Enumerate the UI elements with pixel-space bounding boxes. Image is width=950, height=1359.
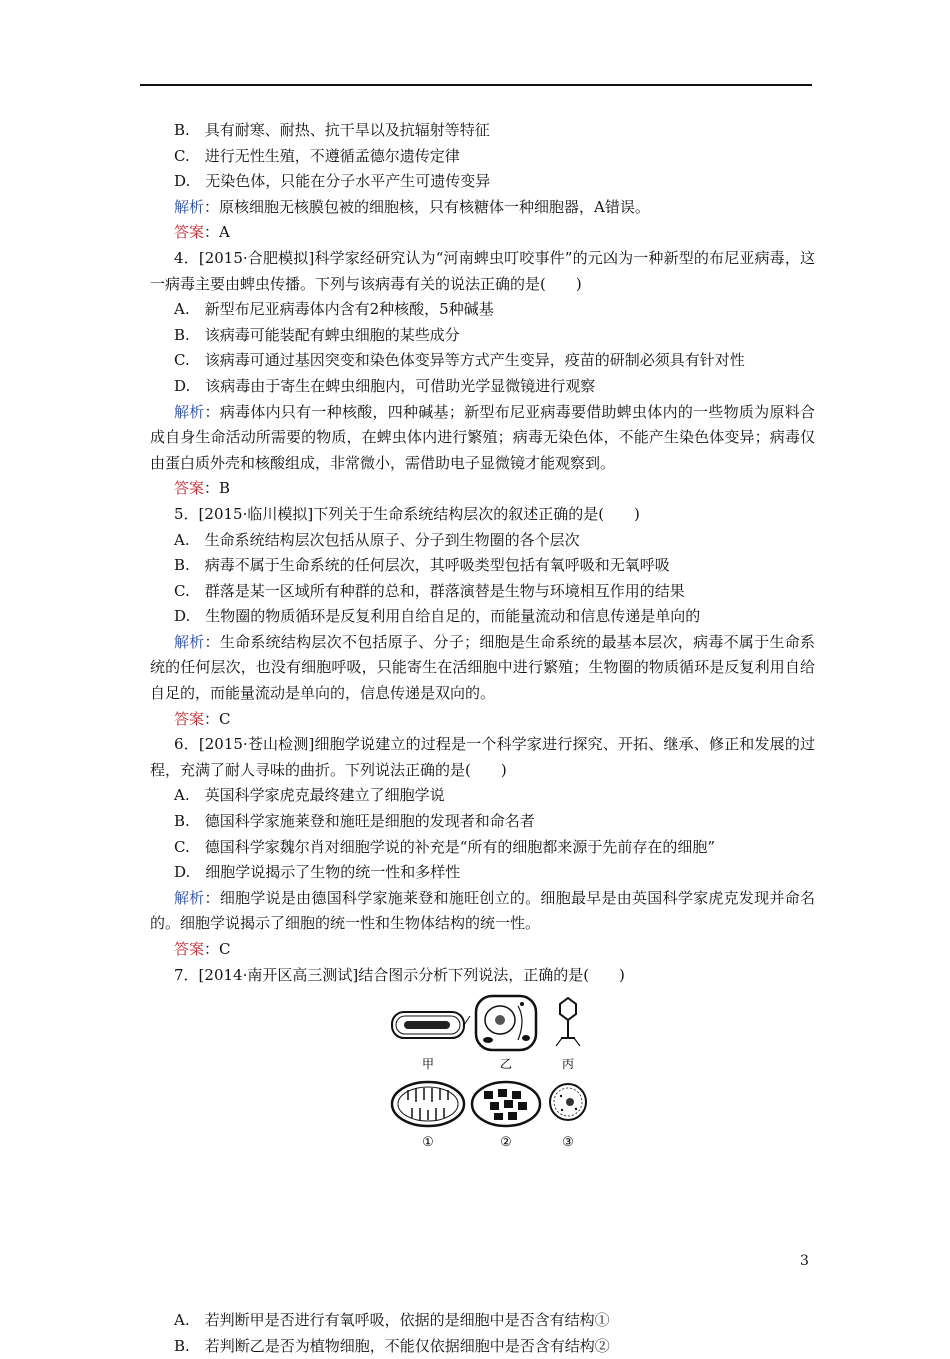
cell-diagram <box>388 994 588 1154</box>
q4-option-d: D. 该病毒由于寄生在蜱虫细胞内，可借助光学显微镜进行观察 <box>174 376 596 395</box>
document-body <box>150 118 815 1359</box>
q6-analysis: 解析：细胞学说是由德国科学家施莱登和施旺创立的。细胞最早是由英国科学家虎克发现并命名的。细胞学说揭示了细胞的统一性和生物体结构的统一性。 <box>150 888 815 933</box>
q3-option-b: B. 具有耐寒、耐热、抗干旱以及抗辐射等特征 <box>174 121 490 139</box>
q4-option-b: B. 该病毒可能装配有蜱虫细胞的某些成分 <box>174 325 460 344</box>
analysis-label: 解析 <box>174 888 205 907</box>
q6-answer: 答案：C <box>174 940 231 958</box>
q5-analysis: 解析：生命系统结构层次不包括原子、分子；细胞是生命系统的最基本层次，病毒不属于生命系统的任何层次，也没有细胞呼吸，只能寄生在活细胞中进行繁殖；生物圈的物质循环是反复利用自给自足的，而能量流动是单向的，信息传递是双向的。 <box>150 632 815 703</box>
q7-stem: 7．[2014·南开区高三测试]结合图示分析下列说法，正确的是( ) <box>174 965 625 984</box>
label-structure-2: ② <box>500 1135 512 1151</box>
q7-option-a: A. 若判断甲是否进行有氧呼吸，依据的是细胞中是否含有结构① <box>174 1311 610 1330</box>
cell-structure-figure <box>150 988 815 1308</box>
chloroplast-structure-2 <box>472 1082 540 1126</box>
page-number: 3 <box>800 1253 809 1269</box>
analysis-label: 解析 <box>174 632 205 651</box>
bacterium-jia <box>392 1012 470 1038</box>
answer-label: 答案 <box>174 940 205 958</box>
q6-option-a: A. 英国科学家虎克最终建立了细胞学说 <box>174 786 445 805</box>
answer-label: 答案 <box>174 709 205 728</box>
q6-option-c: C. 德国科学家魏尔肖对细胞学说的补充是“所有的细胞都来源于先前存在的细胞” <box>174 837 716 856</box>
label-structure-3: ③ <box>562 1135 574 1151</box>
q4-stem: 4．[2015·合肥模拟]科学家经研究认为“河南蜱虫叮咬事件”的元凶为一种新型的布尼亚病毒，这一病毒主要由蜱虫传播。下列与该病毒有关的说法正确的是( ) <box>150 248 815 293</box>
q5-option-d: D. 生物圈的物质循环是反复利用自给自足的，而能量流动和信息传递是单向的 <box>174 607 701 626</box>
q5-option-c: C. 群落是某一区域所有种群的总和，群落演替是生物与环境相互作用的结果 <box>174 581 685 600</box>
mitochondrion-structure-1 <box>392 1082 464 1126</box>
header-rule <box>140 84 812 86</box>
analysis-label: 解析 <box>174 402 205 421</box>
plant-cell-yi <box>476 996 536 1050</box>
answer-label: 答案 <box>174 479 205 498</box>
q3-option-d: D. 无染色体，只能在分子水平产生可遗传变异 <box>174 172 491 191</box>
nucleus-structure-3 <box>550 1084 586 1120</box>
q5-stem: 5．[2015·临川模拟]下列关于生命系统结构层次的叙述正确的是( ) <box>174 504 640 523</box>
q4-answer: 答案：B <box>174 479 231 498</box>
q7-option-b: B. 若判断乙是否为植物细胞，不能仅依据细胞中是否含有结构② <box>174 1336 610 1355</box>
q5-option-a: A. 生命系统结构层次包括从原子、分子到生物圈的各个层次 <box>174 530 580 549</box>
q6-option-d: D. 细胞学说揭示了生物的统一性和多样性 <box>174 863 461 882</box>
phage-bing <box>556 998 580 1046</box>
q4-option-a: A. 新型布尼亚病毒体内含有2种核酸，5种碱基 <box>174 300 494 319</box>
q3-option-c: C. 进行无性生殖，不遵循孟德尔遗传定律 <box>174 146 460 165</box>
q5-option-b: B. 病毒不属于生命系统的任何层次，其呼吸类型包括有氧呼吸和无氧呼吸 <box>174 556 670 575</box>
label-jia: 甲 <box>421 1057 435 1072</box>
answer-label: 答案 <box>174 223 205 242</box>
q6-option-b: B. 德国科学家施莱登和施旺是细胞的发现者和命名者 <box>174 812 535 831</box>
q4-analysis: 解析：病毒体内只有一种核酸，四种碱基；新型布尼亚病毒要借助蜱虫体内的一些物质为原料合成自身生命活动所需要的物质，在蜱虫体内进行繁殖；病毒无染色体，不能产生染色体变异；病毒仅由蛋白质外壳和核酸组成，非常微小，需借助电子显微镜才能观察到。 <box>150 402 815 472</box>
label-yi: 乙 <box>499 1057 513 1072</box>
q6-stem: 6．[2015·苍山检测]细胞学说建立的过程是一个科学家进行探究、开拓、继承、修正和发展的过程，充满了耐人寻味的曲折。下列说法正确的是( ) <box>150 735 815 779</box>
analysis-label: 解析 <box>174 197 205 216</box>
q4-option-c: C. 该病毒可通过基因突变和染色体变异等方式产生变异，疫苗的研制必须具有针对性 <box>174 351 745 370</box>
q5-answer: 答案：C <box>174 709 231 728</box>
q3-analysis: 解析：原核细胞无核膜包被的细胞核，只有核糖体一种细胞器，A错误。 <box>174 197 650 216</box>
label-bing: 丙 <box>561 1057 575 1072</box>
label-structure-1: ① <box>422 1135 434 1151</box>
q3-answer: 答案：A <box>174 223 230 242</box>
